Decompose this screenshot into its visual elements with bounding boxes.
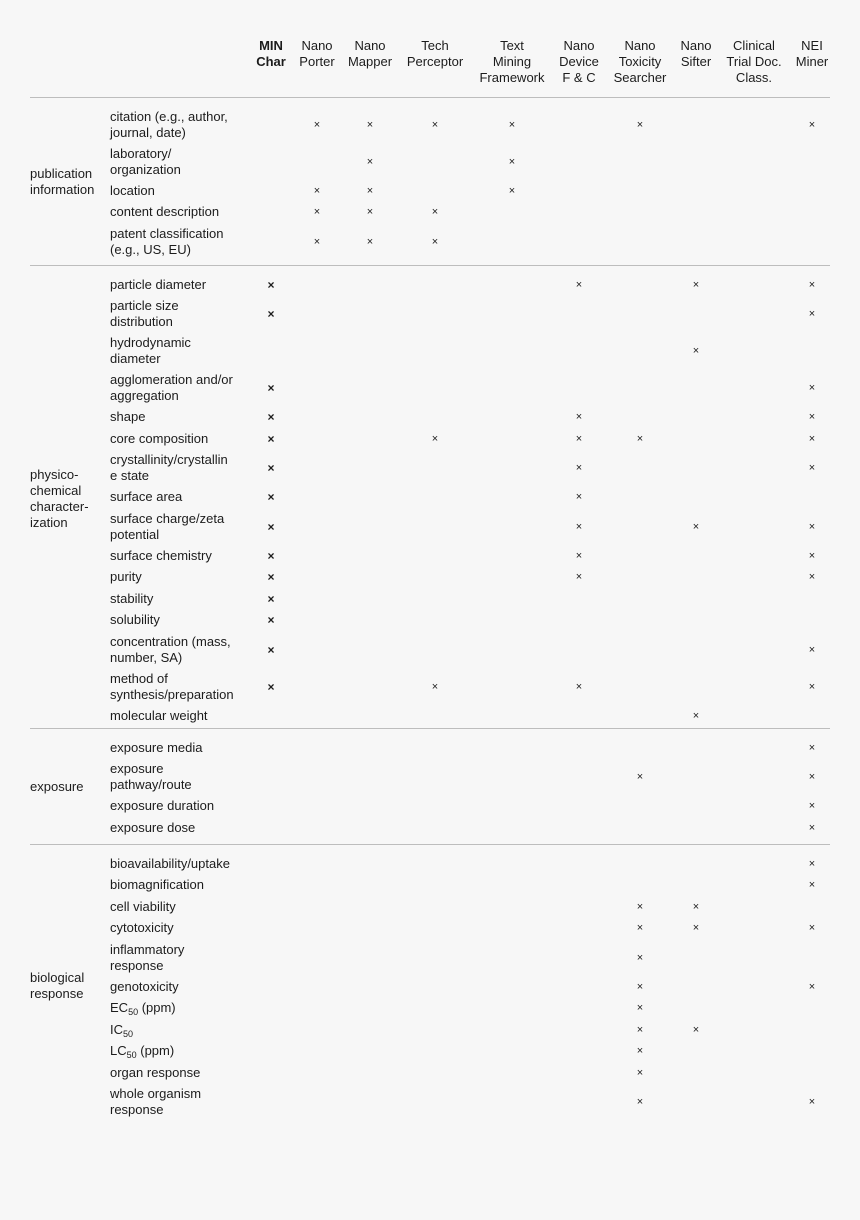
row-label: surface charge/zeta potential bbox=[110, 510, 225, 542]
check-mark: × bbox=[575, 432, 583, 445]
check-mark: × bbox=[431, 206, 439, 219]
row-label: citation (e.g., author, journal, date) bbox=[110, 108, 228, 140]
check-mark: × bbox=[808, 571, 816, 584]
row-label: core composition bbox=[110, 430, 209, 446]
check-mark: × bbox=[267, 381, 275, 395]
row-label bbox=[110, 1022, 258, 1042]
row-label: cytotoxicity bbox=[110, 920, 174, 936]
check-mark: × bbox=[508, 184, 516, 197]
category-label: publication information bbox=[30, 166, 95, 197]
check-mark: × bbox=[366, 235, 374, 248]
check-mark: × bbox=[636, 1096, 644, 1108]
row-label: exposure duration bbox=[110, 798, 215, 814]
check-mark: × bbox=[431, 432, 439, 445]
check-mark: × bbox=[313, 184, 321, 197]
category-label: exposure bbox=[30, 778, 84, 794]
check-mark: × bbox=[808, 680, 816, 693]
check-mark: × bbox=[636, 922, 644, 935]
column-header: Text Mining Framework bbox=[479, 38, 545, 85]
column-header: MIN Char bbox=[256, 38, 286, 69]
check-mark: × bbox=[808, 741, 816, 754]
row-label: biomagnification bbox=[110, 877, 204, 893]
check-mark: × bbox=[636, 1045, 644, 1058]
check-mark: × bbox=[431, 680, 439, 693]
row-label: purity bbox=[110, 569, 142, 585]
check-mark: × bbox=[808, 857, 816, 870]
check-mark: × bbox=[575, 520, 583, 533]
check-mark: × bbox=[575, 491, 583, 504]
row-label: method of synthesis/preparation bbox=[110, 670, 234, 702]
check-mark: × bbox=[366, 155, 374, 168]
check-mark: × bbox=[575, 278, 583, 291]
row-label: patent classification (e.g., US, EU) bbox=[110, 225, 224, 257]
check-mark: × bbox=[313, 206, 321, 219]
check-mark: × bbox=[366, 206, 374, 219]
check-mark: × bbox=[808, 278, 816, 291]
check-mark: × bbox=[575, 549, 583, 562]
row-label: shape bbox=[110, 409, 146, 425]
category-label: biological response bbox=[30, 969, 85, 1001]
row-label: agglomeration and/or aggregation bbox=[110, 372, 233, 403]
check-mark: × bbox=[692, 922, 700, 935]
row-label-suffix: (ppm) bbox=[136, 1043, 175, 1059]
check-mark: × bbox=[313, 235, 321, 248]
check-mark: × bbox=[575, 680, 583, 693]
check-mark: × bbox=[267, 461, 275, 475]
column-header: NEI Miner bbox=[795, 38, 829, 69]
row-label-text: EC bbox=[110, 1000, 129, 1016]
row-label-subscript: 50 bbox=[128, 1007, 139, 1018]
row-label: hydrodynamic diameter bbox=[110, 335, 191, 366]
check-mark: × bbox=[267, 591, 275, 606]
check-mark: × bbox=[636, 432, 644, 445]
check-mark: × bbox=[808, 462, 816, 474]
check-mark: × bbox=[267, 277, 275, 292]
column-header: Nano Device F & C bbox=[559, 38, 599, 85]
row-label: solubility bbox=[110, 612, 160, 628]
check-mark: × bbox=[267, 431, 275, 446]
row-label: exposure pathway/route bbox=[110, 761, 192, 792]
check-mark: × bbox=[636, 118, 644, 131]
check-mark: × bbox=[366, 118, 374, 131]
check-mark: × bbox=[267, 613, 275, 628]
row-label: genotoxicity bbox=[110, 978, 179, 994]
check-mark: × bbox=[636, 1066, 644, 1079]
check-mark: × bbox=[808, 432, 816, 445]
section-divider bbox=[30, 265, 830, 266]
row-label: organ response bbox=[110, 1064, 201, 1080]
check-mark: × bbox=[267, 519, 275, 534]
section-divider bbox=[30, 728, 830, 729]
row-label: stability bbox=[110, 590, 154, 606]
row-label: laboratory/ organization bbox=[110, 145, 181, 177]
row-label: particle size distribution bbox=[110, 298, 179, 329]
row-label: inflammatory response bbox=[110, 941, 185, 973]
check-mark: × bbox=[808, 879, 816, 892]
row-label: whole organism response bbox=[110, 1086, 202, 1117]
row-label bbox=[110, 1000, 258, 1020]
check-mark: × bbox=[575, 411, 583, 424]
check-mark: × bbox=[808, 308, 816, 320]
check-mark: × bbox=[808, 411, 816, 424]
section-divider bbox=[30, 97, 830, 98]
column-header: Nano Porter bbox=[299, 38, 335, 69]
check-mark: × bbox=[575, 571, 583, 584]
row-label: exposure media bbox=[110, 739, 203, 755]
check-mark: × bbox=[636, 771, 644, 783]
row-label-subscript: 50 bbox=[123, 1028, 134, 1039]
row-label: exposure dose bbox=[110, 819, 196, 835]
check-mark: × bbox=[313, 118, 321, 131]
check-mark: × bbox=[267, 410, 275, 425]
row-label: surface area bbox=[110, 489, 183, 505]
check-mark: × bbox=[267, 548, 275, 563]
column-header: Nano Toxicity Searcher bbox=[613, 38, 667, 85]
check-mark: × bbox=[267, 570, 275, 585]
row-label: content description bbox=[110, 204, 220, 220]
check-mark: × bbox=[366, 184, 374, 197]
check-mark: × bbox=[808, 549, 816, 562]
row-label: particle diameter bbox=[110, 276, 207, 292]
row-label: molecular weight bbox=[110, 707, 208, 723]
check-mark: × bbox=[692, 278, 700, 291]
check-mark: × bbox=[808, 1096, 816, 1108]
check-mark: × bbox=[636, 980, 644, 993]
row-label: bioavailability/uptake bbox=[110, 855, 230, 871]
category-label: physico- chemical character- ization bbox=[30, 467, 89, 531]
check-mark: × bbox=[808, 980, 816, 993]
check-mark: × bbox=[431, 235, 439, 248]
column-header: Nano Sifter bbox=[680, 38, 712, 69]
row-label: surface chemistry bbox=[110, 547, 212, 563]
check-mark: × bbox=[692, 900, 700, 913]
row-label: location bbox=[110, 182, 155, 198]
section-divider bbox=[30, 844, 830, 845]
row-label-suffix: (ppm) bbox=[138, 1000, 176, 1016]
check-mark: × bbox=[808, 643, 816, 656]
check-mark: × bbox=[808, 771, 816, 783]
check-mark: × bbox=[692, 1023, 700, 1036]
column-header: Tech Perceptor bbox=[406, 38, 464, 69]
row-label: cell viability bbox=[110, 898, 176, 914]
check-mark: × bbox=[267, 307, 275, 321]
check-mark: × bbox=[508, 155, 516, 168]
check-mark: × bbox=[692, 520, 700, 533]
check-mark: × bbox=[808, 821, 816, 834]
check-mark: × bbox=[692, 709, 700, 722]
row-label: concentration (mass, number, SA) bbox=[110, 633, 231, 665]
row-label bbox=[110, 1043, 258, 1063]
check-mark: × bbox=[808, 382, 816, 394]
check-mark: × bbox=[431, 118, 439, 131]
check-mark: × bbox=[808, 800, 816, 813]
row-label-text: IC bbox=[110, 1021, 123, 1037]
row-label-text: LC bbox=[110, 1043, 127, 1059]
check-mark: × bbox=[636, 1023, 644, 1036]
check-mark: × bbox=[808, 118, 816, 131]
check-mark: × bbox=[808, 922, 816, 935]
column-header: Clinical Trial Doc. Class. bbox=[726, 38, 782, 85]
check-mark: × bbox=[808, 520, 816, 533]
check-mark: × bbox=[508, 118, 516, 131]
check-mark: × bbox=[575, 462, 583, 474]
check-mark: × bbox=[636, 951, 644, 964]
check-mark: × bbox=[267, 642, 275, 657]
check-mark: × bbox=[636, 1002, 644, 1015]
check-mark: × bbox=[267, 490, 275, 505]
column-header: Nano Mapper bbox=[347, 38, 393, 69]
check-mark: × bbox=[692, 345, 700, 357]
check-mark: × bbox=[636, 900, 644, 913]
row-label-subscript: 50 bbox=[126, 1050, 137, 1061]
row-label: crystallinity/crystallin e state bbox=[110, 452, 228, 483]
check-mark: × bbox=[267, 679, 275, 694]
